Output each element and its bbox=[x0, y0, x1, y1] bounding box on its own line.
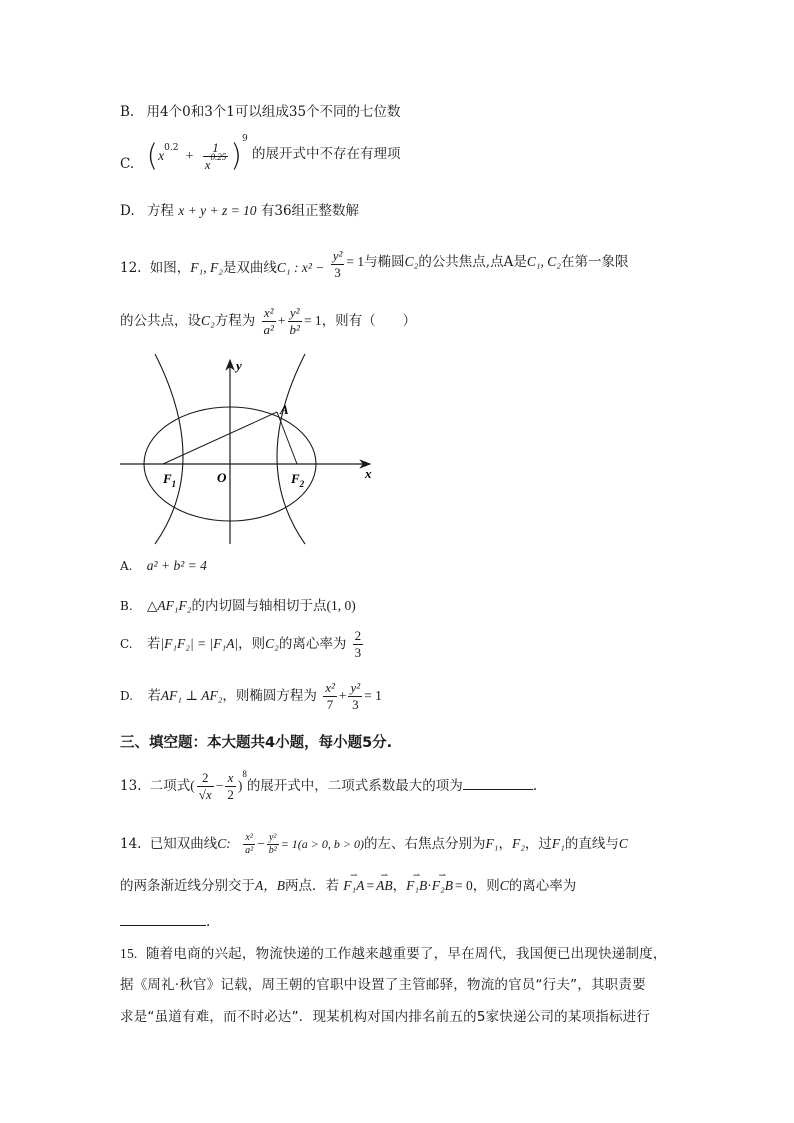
option-12b: B. △AF₁F₂的内切圆与轴相切于点(1, 0) bbox=[120, 598, 356, 614]
answer-blank[interactable] bbox=[463, 777, 533, 790]
y-axis-label: y bbox=[236, 358, 242, 373]
option-12c: C. 若|F₁F₂| = |F₁A|，则C₂的离心率为 $\frac{2}{3}$ bbox=[120, 628, 362, 660]
fraction: $\frac{\text{x²}}{7}$ bbox=[325, 680, 335, 712]
segment-a-f2 bbox=[277, 412, 297, 464]
option-text: 的展开式中不存在有理项 bbox=[251, 146, 401, 162]
hyperbola-left-branch bbox=[155, 354, 183, 544]
question-14-line2: 的两条渐近线分别交于A，B两点．若 ⇀ F₁A =⇀ AB，⇀ F₁B·⇀ F₂B = 0，则C的离心率为 bbox=[120, 876, 576, 896]
option-label: B. bbox=[120, 599, 133, 613]
question-13: 13. 二项式( $\frac{2}{√x}$ − $\frac{x}{2}$ )$^8$的展开式中，二项式系数最大的项为 . bbox=[120, 768, 538, 802]
question-14-line1: 14. 已知双曲线C: $\frac{\text{x²}}{\text{a²}}$ − $\frac{\text{y²}}{\text{b²}}$ = 1(a > 0, b > 0)的左、右焦点分别为F₁，F₂，过F₁的直线与C bbox=[120, 832, 628, 856]
option-label: D. bbox=[120, 203, 135, 219]
question-number: 13. bbox=[120, 778, 142, 794]
option-11c: C. ($x^{0.2}$ + $\frac{1}{x^{0.25}}$ )$^9$ 的展开式中不存在有理项 bbox=[120, 133, 401, 174]
fraction: $\frac{\text{y²}}{\text{b²}}$ bbox=[289, 305, 300, 337]
question-15-line3: 求是“虽道有难，而不时必达”．现某机构对国内排名前五的5家快递公司的某项指标进行 bbox=[120, 1009, 651, 1025]
answer-blank[interactable] bbox=[120, 913, 206, 926]
question-number: 14. bbox=[120, 836, 142, 852]
focus-f1-label: $F_1$ bbox=[163, 471, 177, 489]
question-12-line1: 12. 如图，F₁, F₂是双曲线C₁ : x² − $\frac{\text{y²}}{3}$ = 1与椭圆C₂的公共焦点,点A是C₁, C₂在第一象限 bbox=[120, 248, 629, 280]
vector: ⇀ F₂B bbox=[432, 876, 453, 896]
option-12d: D. 若AF₁ ⊥ AF₂，则椭圆方程为 $\frac{\text{x²}}{7}$ + $\frac{\text{y²}}{3}$ = 1 bbox=[120, 680, 382, 712]
option-11b bbox=[120, 102, 401, 122]
ellipse-hyperbola-figure bbox=[115, 352, 385, 547]
question-number: 15. bbox=[120, 946, 138, 961]
x-axis-label: x bbox=[365, 466, 372, 481]
question-15-line2: 据《周礼·秋官》记载，周王朝的官职中设置了主管邮驿，物流的官员“行夫”，其职责要 bbox=[120, 977, 646, 993]
fraction: $\frac{\text{y²}}{3}$ bbox=[332, 248, 343, 280]
fraction: $\frac{\text{x²}}{\text{a²}}$ bbox=[245, 832, 254, 856]
origin-label: O bbox=[217, 470, 227, 485]
question-15-line1: 15. 随着电商的兴起，物流快递的工作越来越重要了，早在周代，我国便已出现快递制度， bbox=[120, 946, 667, 962]
math-base: x bbox=[158, 148, 165, 163]
segment-f1-a bbox=[163, 412, 277, 464]
option-label: D. bbox=[120, 689, 134, 703]
fraction: $\frac{x}{2}$ bbox=[227, 770, 234, 802]
fraction: $\frac{2}{3}$ bbox=[354, 628, 362, 660]
option-text: 用4个0和3个1可以组成35个不同的七位数 bbox=[146, 104, 401, 120]
section-heading: 三、填空题：本大题共4小题，每小题5分. bbox=[120, 735, 393, 751]
option-11d: D. 方程 x + y + z = 10 有36组正整数解 bbox=[120, 203, 360, 219]
point-a-label: A bbox=[280, 402, 289, 417]
vector: ⇀ F₁A bbox=[343, 876, 364, 896]
option-label: C. bbox=[120, 637, 133, 651]
option-12a: A. a² + b² = 4 bbox=[120, 558, 207, 573]
question-12-line2: 的公共点，设C₂方程为 $\frac{\text{x²}}{\text{a²}}$ + $\frac{\text{y²}}{\text{b²}}$ = 1，则有（ ） bbox=[120, 305, 417, 337]
fraction: $\frac{1}{x^{0.25}}$ bbox=[204, 140, 227, 172]
option-label: B. bbox=[120, 104, 135, 120]
vector: ⇀ AB bbox=[376, 876, 393, 896]
fraction: $\frac{\text{y²}}{\text{b²}}$ bbox=[268, 832, 277, 856]
option-label: C. bbox=[120, 156, 135, 172]
option-label: A. bbox=[120, 559, 133, 573]
fraction: $\frac{\text{x²}}{\text{a²}}$ bbox=[263, 305, 274, 337]
focus-f2-label: $F_2$ bbox=[291, 471, 305, 489]
equation: x + y + z = 10 bbox=[178, 203, 257, 218]
math-exponent: 0.2 bbox=[164, 142, 179, 153]
question-number: 12. bbox=[120, 260, 142, 276]
fraction: $\frac{\text{y²}}{3}$ bbox=[350, 680, 361, 712]
vector: ⇀ F₁B bbox=[406, 876, 427, 896]
question-14-line3: . bbox=[120, 912, 210, 932]
fraction: $\frac{2}{√x}$ bbox=[198, 770, 212, 802]
